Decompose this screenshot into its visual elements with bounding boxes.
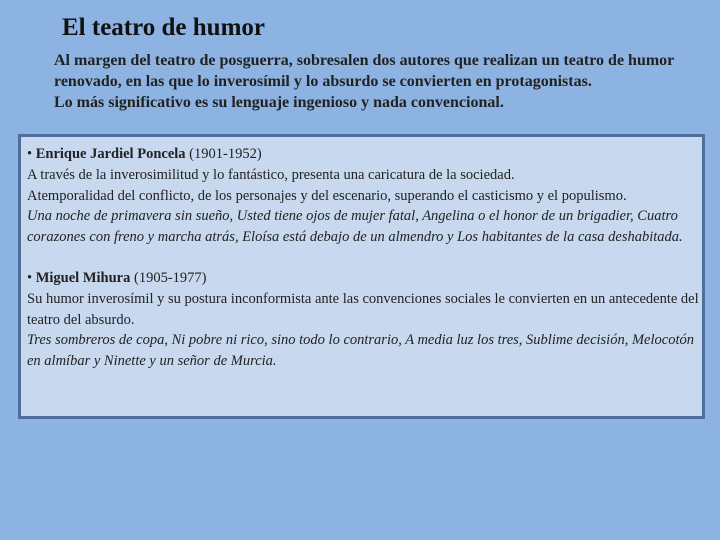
author-description: Su humor inverosímil y su postura inconformista ante las convenciones sociales le convierten en un antecedente del teatro del absurdo.: [27, 290, 699, 328]
author-description: A través de la inverosimilitud y lo fantástico, presenta una caricatura de la sociedad.: [27, 166, 515, 183]
author-works: Tres sombreros de copa, Ni pobre ni rico, sino todo lo contrario, A media luz los tres, Sublime decisión, Melocotón en almíbar y Ninette y un señor de Murcia.: [27, 332, 694, 370]
bullet: •: [27, 269, 33, 286]
author-heading: [27, 144, 702, 165]
authors-box: [18, 134, 705, 419]
author-entry-mihura: [27, 268, 702, 372]
intro-paragraph: Lo más significativo es su lenguaje ingenioso y nada convencional.: [54, 94, 504, 111]
author-entry-jardiel-poncela: [27, 144, 702, 248]
bullet: •: [27, 146, 33, 162]
intro-paragraph: Al margen del teatro de posguerra, sobresalen dos autores que realizan un teatro de humor renovado, en las que lo inverosímil y lo absurdo se convierten en protagonistas.: [54, 52, 674, 90]
author-description: Atemporalidad del conflicto, de los personajes y del escenario, superando el casticismo y el populismo.: [27, 187, 627, 204]
author-heading: [27, 268, 702, 289]
author-dates: (1901-1952): [185, 146, 262, 162]
author-name: Miguel Mihura: [35, 269, 131, 286]
author-name: Enrique Jardiel Poncela: [35, 146, 186, 162]
intro-text: [54, 50, 694, 113]
author-works: Una noche de primavera sin sueño, Usted tiene ojos de mujer fatal, Angelina o el honor de un brigadier, Cuatro corazones con freno y marcha atrás, Eloísa está debajo de un almendro y Los habitantes de la casa deshabitada.: [27, 208, 683, 246]
author-dates: (1905-1977): [130, 269, 207, 286]
page-title: El teatro de humor: [62, 14, 265, 41]
